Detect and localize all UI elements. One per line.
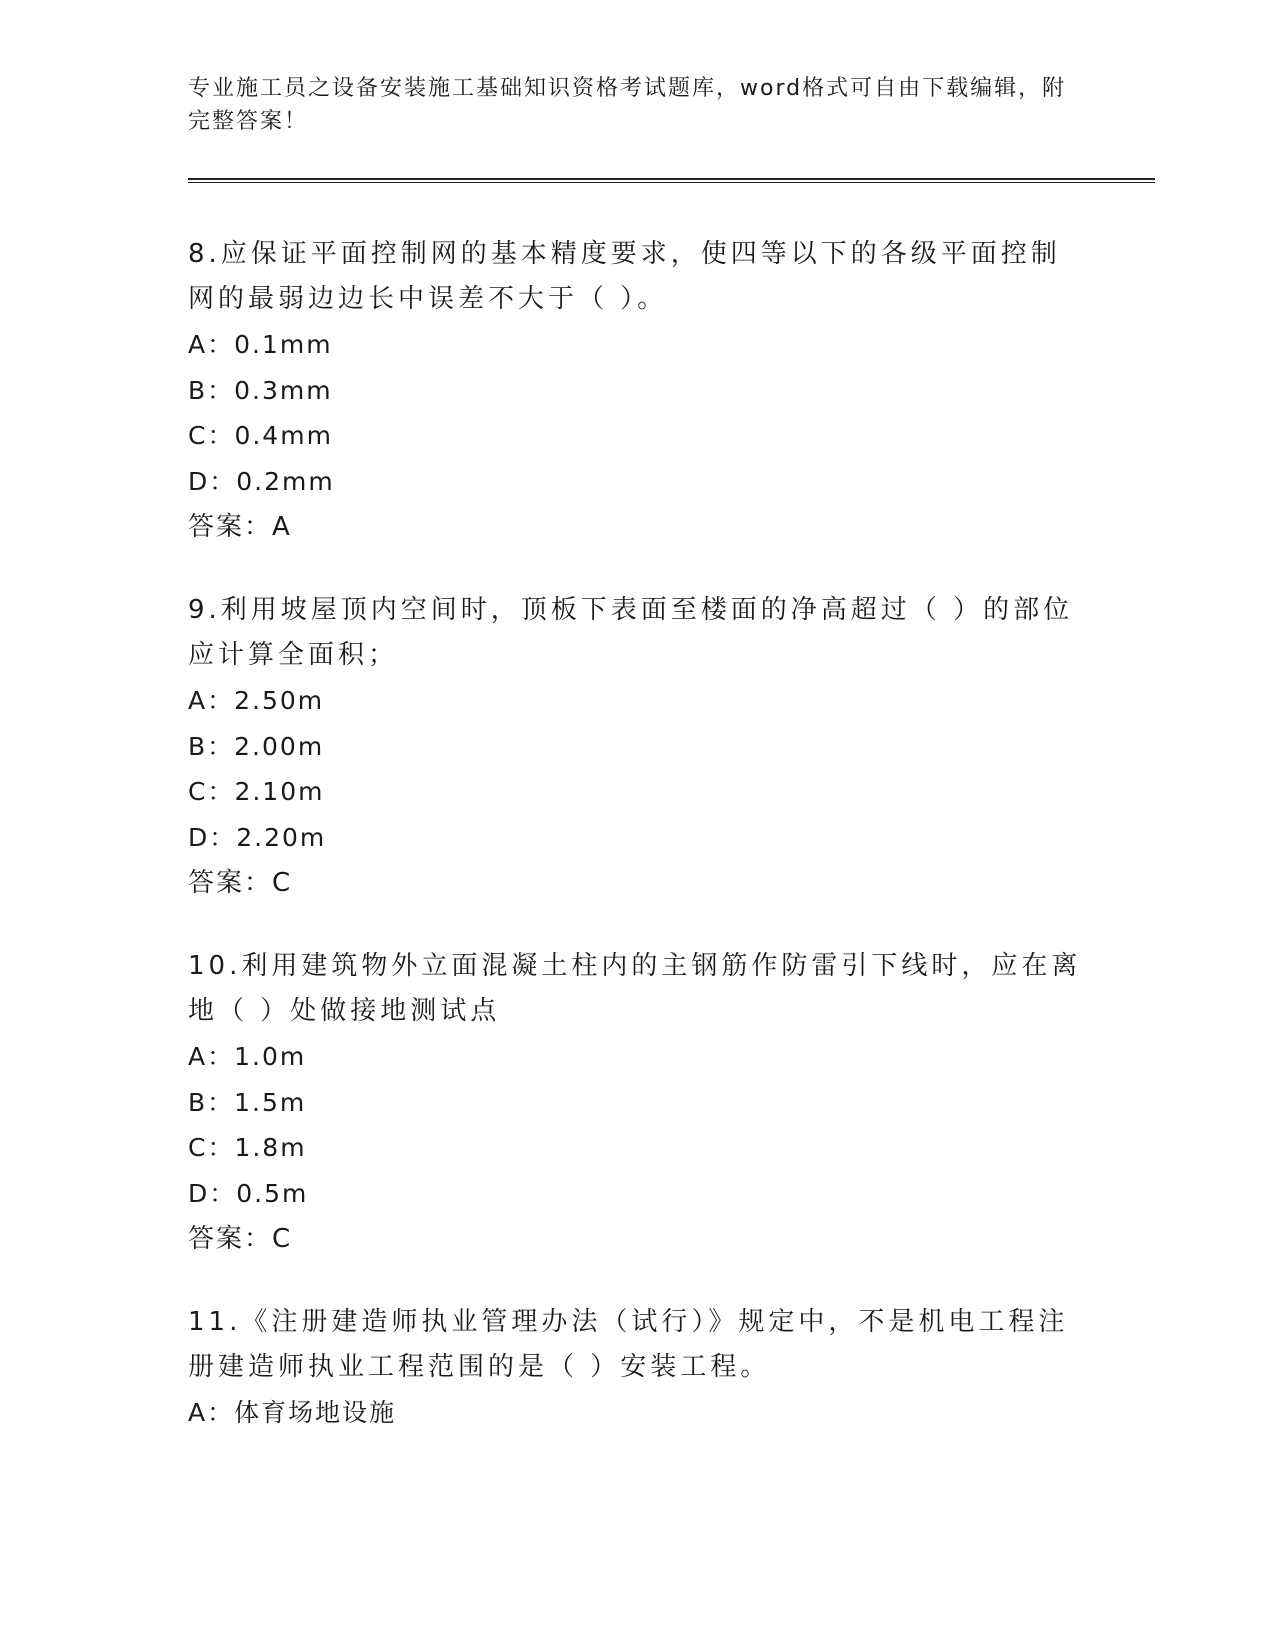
question-9 — [188, 588, 1088, 906]
question-8 — [188, 232, 1088, 550]
option-a: A：1.0m — [188, 1042, 307, 1071]
question-10 — [188, 944, 1088, 1262]
question-stem: 11.《注册建造师执业管理办法（试行）》规定中，不是机电工程注册建造师执业工程范围的是（ ）安装工程。 — [188, 1307, 1069, 1382]
question-stem: 8.应保证平面控制网的基本精度要求，使四等以下的各级平面控制网的最弱边边长中误差不大于（ ）。 — [188, 239, 1061, 314]
option-a: A：2.50m — [188, 686, 325, 715]
option-d: D：0.2mm — [188, 466, 335, 496]
option-b: B：1.5m — [188, 1087, 307, 1117]
answer: 答案：C — [188, 1224, 293, 1254]
answer: 答案：C — [188, 868, 293, 898]
question-stem: 10.利用建筑物外立面混凝土柱内的主钢筋作防雷引下线时，应在离地（ ）处做接地测试点 — [188, 951, 1082, 1026]
header-divider — [188, 178, 1155, 183]
answer: 答案：A — [188, 512, 292, 542]
option-c: C：0.4mm — [188, 421, 333, 450]
option-a: A：体育场地设施 — [188, 1398, 397, 1427]
question-11 — [188, 1300, 1088, 1436]
option-b: B：2.00m — [188, 731, 325, 761]
option-d: D：2.20m — [188, 822, 327, 852]
question-stem: 9.利用坡屋顶内空间时，顶板下表面至楼面的净高超过（ ）的部位应计算全面积； — [188, 595, 1074, 670]
option-a: A：0.1mm — [188, 330, 333, 359]
option-c: C：1.8m — [188, 1133, 307, 1162]
option-c: C：2.10m — [188, 777, 325, 806]
option-d: D：0.5m — [188, 1178, 309, 1208]
question-list — [188, 232, 1088, 1474]
document-header: 专业施工员之设备安装施工基础知识资格考试题库，word格式可自由下载编辑，附完整答案！ — [188, 76, 1067, 134]
option-b: B：0.3mm — [188, 375, 333, 405]
